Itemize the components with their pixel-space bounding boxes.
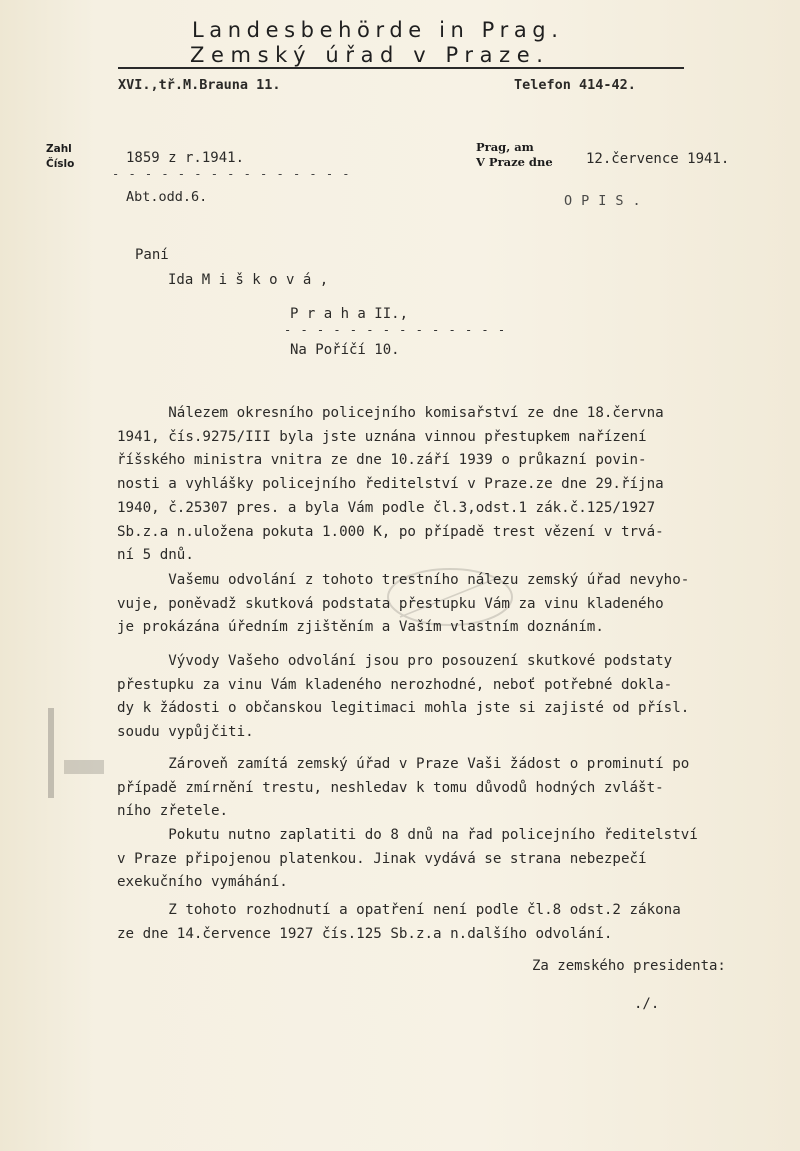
salutation: Paní — [135, 247, 169, 263]
office-address: XVI.,tř.M.Brauna 11. — [118, 77, 281, 93]
letter-date: 12.července 1941. — [586, 151, 730, 167]
signature-mark: ./. — [634, 996, 660, 1012]
city-underline: - - - - - - - - - - - - - - — [284, 323, 507, 337]
label-zahl: Zahl — [46, 143, 72, 155]
letterhead-german: Landesbehörde in Prag. — [192, 18, 564, 42]
margin-stamp-fragment — [44, 700, 114, 820]
body-paragraph: Z tohoto rozhodnutí a opatření není podle čl.8 odst.2 zákona ze dne 14.července 1927 čís.125 Sb.z.a n.dalšího odvolání. — [117, 902, 681, 942]
label-prag: Prag, am — [476, 140, 534, 154]
reference-underline: - - - - - - - - - - - - - - - — [112, 167, 351, 181]
recipient-name: Ida M i š k o v á , — [168, 272, 329, 288]
signature-line: Za zemského presidenta: — [532, 958, 726, 974]
recipient-city: P r a h a II., — [290, 306, 409, 322]
letterhead-czech: Zemský úřad v Praze. — [190, 43, 550, 67]
letterhead-rule — [118, 67, 684, 69]
label-cislo: Číslo — [46, 158, 75, 170]
body-paragraph: Vašemu odvolání z tohoto trestního nálezu zemský úřad nevyho- vuje, poněvadž skutková podstata přestupku Vám za vinu kladeného je prokázána úředním zjištěním a Vaším vlastním doznáním. — [117, 572, 690, 636]
office-phone: Telefon 414-42. — [514, 77, 636, 93]
body-paragraph: Pokutu nutno zaplatiti do 8 dnů na řad policejního ředitelství v Praze připojenou platenkou. Jinak vydává se strana nebezpečí exekučního vymáhání. — [117, 827, 698, 891]
recipient-street: Na Poříčí 10. — [290, 342, 400, 358]
body-paragraph: Vývody Vašeho odvolání jsou pro posouzení skutkové podstaty přestupku za vinu Vám kladeného nerozhodné, neboť potřebné doklа- dy k žádosti o občanskou legitimaci mohla jste si zajisté od přísl. soudu vypůjčiti. — [117, 653, 690, 741]
body-paragraph: Nálezem okresního policejního komisařství ze dne 18.června 1941, čís.9275/III byla jste uznána vinnou přestupkem nařízení říšského ministra vnitra ze dne 10.září 1939 o průkazní povin- nosti a vyhlášky policejního ředitelství v Praze.ze dne 29.října 1940, č.25307 pres. a byla Vám podle čl.3,odst.1 zák.č.125/1927 Sb.z.a n.uložena pokuta 1.000 K, po případě trest vězení v trvá- ní 5 dnů. — [117, 405, 664, 564]
reference-number: 1859 z r.1941. — [126, 150, 245, 166]
body-paragraph: Zároveň zamítá zemský úřad v Praze Vaši žádost o prominutí po případě zmírnění trestu, neshledav k tomu důvodů hodných zvlášt- ního zřetele. — [117, 756, 690, 820]
label-praha: V Praze dne — [476, 155, 553, 169]
department: Abt.odd.6. — [126, 189, 208, 205]
copy-mark: OPIS. — [564, 193, 650, 209]
